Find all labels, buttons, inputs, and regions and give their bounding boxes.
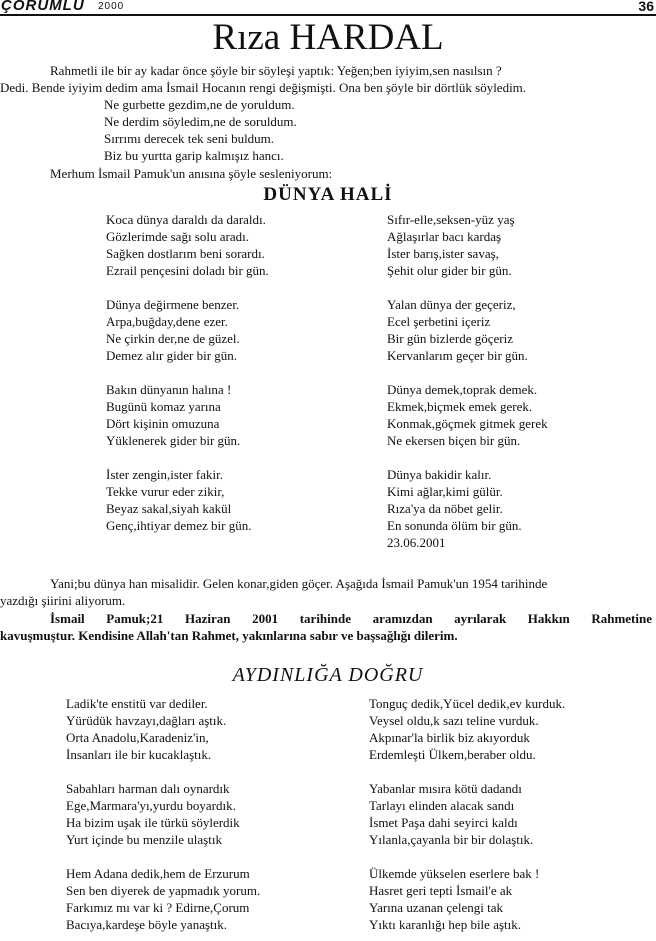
verse-line: İster zengin,ister fakir. xyxy=(106,467,223,482)
poem1-left-column xyxy=(106,211,269,534)
verse-line: Farkımız mı var ki ? Edirne,Çorum xyxy=(66,900,250,915)
poem2-left-column xyxy=(66,695,260,933)
verse-line: Şehit olur gider bir gün. xyxy=(387,263,512,278)
page-header xyxy=(0,0,656,16)
poem2-right-column xyxy=(369,695,565,933)
verse-line: Orta Anadolu,Karadeniz'in, xyxy=(66,730,209,745)
verse-line: Sen ben diyerek de yapmadık yorum. xyxy=(66,883,261,898)
verse-line: Ezrail pençesini doladı bir gün. xyxy=(106,263,269,278)
verse-line: Ne ekersen biçen bir gün. xyxy=(387,433,521,448)
verse-line: İsmet Paşa dahi seyirci kaldı xyxy=(369,815,518,830)
verse-line: Hem Adana dedik,hem de Erzurum xyxy=(66,866,250,881)
poem1-right-column xyxy=(387,211,548,551)
verse-line: Beyaz sakal,siyah kakül xyxy=(106,501,232,516)
verse-line: Yurt içinde bu menzile ulaştık xyxy=(66,832,222,847)
intro-quatrain xyxy=(104,96,297,164)
memorial-note xyxy=(0,610,652,644)
verse-line: İnsanları ile bir kucaklaştık. xyxy=(66,747,212,762)
verse-line: Bugünü komaz yarına xyxy=(106,399,221,414)
verse-line: Ege,Marmara'yı,yurdu boyardık. xyxy=(66,798,236,813)
intro-line-3: Merhum İsmail Pamuk'un anısına şöyle sesleniyorum: xyxy=(50,166,333,181)
verse-line: Gözlerimde sağı solu aradı. xyxy=(106,229,249,244)
verse-line: Ekmek,biçmek emek gerek. xyxy=(387,399,533,414)
verse-line: Tarlayı elinden alacak sandı xyxy=(369,798,515,813)
verse-line: Koca dünya daraldı da daraldı. xyxy=(106,212,266,227)
magazine-year: 2000 xyxy=(98,1,125,12)
verse-line: Genç,ihtiyar demez bir gün. xyxy=(106,518,252,533)
verse-line: Yabanlar mısıra kötü dadandı xyxy=(369,781,522,796)
verse-line: Sağken dostlarım beni sorardı. xyxy=(106,246,265,261)
poem1-title: DÜNYA HALİ xyxy=(263,184,393,205)
verse-line: Sırrımı derecek tek seni buldum. xyxy=(104,131,275,146)
verse-line: Yalan dünya der geçeriz, xyxy=(387,297,516,312)
verse-line: Dört kişinin omuzuna xyxy=(106,416,220,431)
verse-line: Sabahları harman dalı oynardık xyxy=(66,781,230,796)
verse-line: Arpa,buğday,dene ezer. xyxy=(106,314,228,329)
verse-line: Ne çirkin der,ne de güzel. xyxy=(106,331,240,346)
verse-line: Konmak,göçmek gitmek gerek xyxy=(387,416,548,431)
page-number: 36 xyxy=(638,0,654,14)
verse-line: Rıza'ya da nöbet gelir. xyxy=(387,501,503,516)
verse-line: Veysel oldu,k sazı teline vurduk. xyxy=(369,713,539,728)
verse-line: Bir gün bizlerde göçeriz xyxy=(387,331,513,346)
poem-date: 23.06.2001 xyxy=(387,535,446,550)
verse-line: Kervanlarım geçer bir gün. xyxy=(387,348,528,363)
verse-line: Kimi ağlar,kimi gülür. xyxy=(387,484,503,499)
memorial-note-line-1: İsmail Pamuk;21 Haziran 2001 tarihinde aramızdan ayrılarak Hakkın Rahmetine xyxy=(50,611,652,626)
mid-line-2: yazdığı şiirini aliyorum. xyxy=(0,593,126,608)
verse-line: Yıktı karanlığı hep bile aştık. xyxy=(369,917,521,932)
verse-line: Yüklenerek gider bir gün. xyxy=(106,433,241,448)
verse-line: Ecel şerbetini içeriz xyxy=(387,314,491,329)
verse-line: Bacıya,kardeşe böyle yanaştık. xyxy=(66,917,227,932)
intro-line-2: Dedi. Bende iyiyim dedim ama İsmail Hocanın rengi değişmişti. Ona ben şöyle bir dörtlük söyledim. xyxy=(0,80,527,95)
verse-line: Yarına uzanan çelengi tak xyxy=(369,900,504,915)
memorial-note-line-2: kavuşmuştur. Kendisine Allah'tan Rahmet, yakınlarına sabır ve başsağlığı dilerim. xyxy=(0,628,458,643)
verse-line: Akpınar'la birlik biz akıyorduk xyxy=(369,730,530,745)
verse-line: Dünya bakidir kalır. xyxy=(387,467,492,482)
verse-line: Demez alır gider bir gün. xyxy=(106,348,238,363)
verse-line: Sıfır-elle,seksen-yüz yaş xyxy=(387,212,515,227)
verse-line: Erdemleşti Ülkem,beraber oldu. xyxy=(369,747,536,762)
verse-line: Ladik'te enstitü var dediler. xyxy=(66,696,208,711)
verse-line: İster barış,ister savaş, xyxy=(387,246,499,261)
verse-line: Ağlaşırlar bacı kardaş xyxy=(387,229,502,244)
article-title: Rıza HARDAL xyxy=(212,17,444,58)
verse-line: Yürüdük havzayı,dağları aştık. xyxy=(66,713,227,728)
verse-line: Tonguç dedik,Yücel dedik,ev kurduk. xyxy=(369,696,566,711)
verse-line: Tekke vurur eder zikir, xyxy=(106,484,225,499)
verse-line: Ne gurbette gezdim,ne de yoruldum. xyxy=(104,97,295,112)
magazine-logo: ÇORUMLU xyxy=(1,0,85,14)
verse-line: En sonunda ölüm bir gün. xyxy=(387,518,522,533)
verse-line: Ha bizim uşak ile türkü söylerdik xyxy=(66,815,240,830)
verse-line: Bakın dünyanın halına ! xyxy=(106,382,232,397)
verse-line: Dünya demek,toprak demek. xyxy=(387,382,538,397)
verse-line: Dünya değirmene benzer. xyxy=(106,297,240,312)
verse-line: Biz bu yurtta garip kalmışız hancı. xyxy=(104,148,284,163)
verse-line: Yılanla,çayanla bir bir dolaştık. xyxy=(369,832,534,847)
poem2-title: AYDINLIĞA DOĞRU xyxy=(232,664,424,686)
mid-line-1: Yani;bu dünya han misalidir. Gelen konar,giden göçer. Aşağıda İsmail Pamuk'un 1954 tarihinde xyxy=(50,576,548,591)
intro-line-1: Rahmetli ile bir ay kadar önce şöyle bir söyleşi yaptık: Yeğen;ben iyiyim,sen nasılsın ? xyxy=(50,63,502,78)
verse-line: Ne derdim söyledim,ne de soruldum. xyxy=(104,114,297,129)
verse-line: Ülkemde yükselen eserlere bak ! xyxy=(369,866,540,881)
verse-line: Hasret geri tepti İsmail'e ak xyxy=(369,883,513,898)
